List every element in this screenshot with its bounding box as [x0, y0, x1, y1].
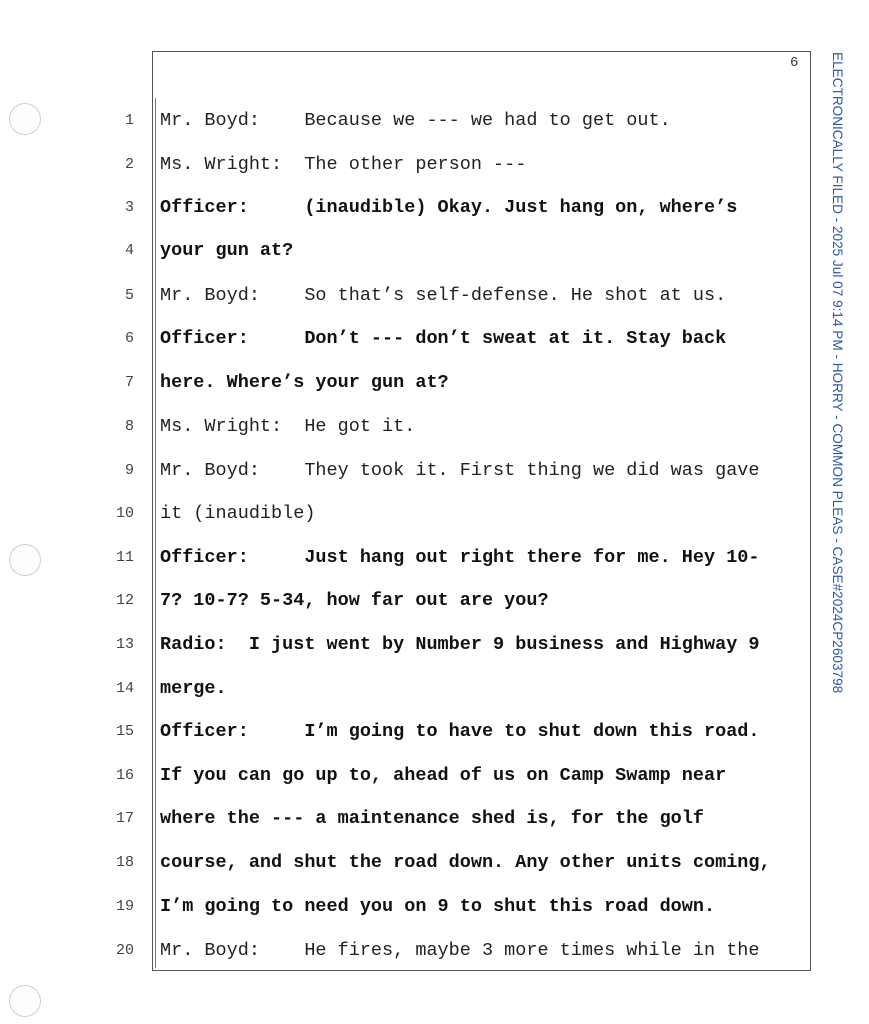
transcript-line — [0, 721, 869, 745]
transcript-line — [0, 940, 869, 964]
transcript-line — [0, 285, 869, 309]
transcript-line — [0, 416, 869, 440]
transcript-line — [0, 852, 869, 876]
line-text: Officer: I’m going to have to shut down this road. — [160, 721, 760, 742]
line-text: Officer: (inaudible) Okay. Just hang on, where’s — [160, 197, 738, 218]
line-number: 8 — [124, 418, 134, 435]
line-text: Officer: Don’t --- don’t sweat at it. Stay back — [160, 328, 727, 349]
line-number: 1 — [124, 112, 134, 129]
line-text: merge. — [160, 678, 227, 699]
line-text: your gun at? — [160, 240, 294, 261]
line-text: Mr. Boyd: So that’s self-defense. He shot at us. — [160, 285, 727, 306]
transcript-line — [0, 154, 869, 178]
transcript-line — [0, 678, 869, 702]
line-number: 16 — [115, 767, 134, 784]
line-number: 10 — [115, 505, 134, 522]
transcript-line — [0, 590, 869, 614]
line-number: 3 — [124, 199, 134, 216]
line-text: Mr. Boyd: He fires, maybe 3 more times while in the — [160, 940, 760, 961]
line-number: 18 — [115, 854, 134, 871]
line-number: 7 — [124, 374, 134, 391]
line-text: 7? 10-7? 5-34, how far out are you? — [160, 590, 549, 611]
page-number: 6 — [790, 55, 799, 71]
line-number: 5 — [124, 287, 134, 304]
line-text: Radio: I just went by Number 9 business and Highway 9 — [160, 634, 760, 655]
line-text: here. Where’s your gun at? — [160, 372, 449, 393]
line-number: 17 — [115, 810, 134, 827]
line-number: 14 — [115, 680, 134, 697]
line-number: 2 — [124, 156, 134, 173]
line-text: I’m going to need you on 9 to shut this road down. — [160, 896, 716, 917]
line-number: 4 — [124, 242, 134, 259]
line-number: 11 — [115, 549, 134, 566]
electronic-filing-stamp: ELECTRONICALLY FILED - 2025 Jul 07 9:14 PM - HORRY - COMMON PLEAS - CASE#2024CP2603798 — [830, 52, 845, 694]
line-number: 20 — [115, 942, 134, 959]
transcript-line — [0, 372, 869, 396]
line-number: 15 — [115, 723, 134, 740]
transcript-line — [0, 896, 869, 920]
line-text: Mr. Boyd: Because we --- we had to get out. — [160, 110, 671, 131]
transcript-line — [0, 765, 869, 789]
line-number: 19 — [115, 898, 134, 915]
margin-rule — [155, 98, 156, 968]
line-text: Ms. Wright: The other person --- — [160, 154, 527, 175]
binder-hole-bottom — [9, 985, 41, 1017]
transcript-line — [0, 547, 869, 571]
line-text: it (inaudible) — [160, 503, 316, 524]
line-number: 13 — [115, 636, 134, 653]
transcript-line — [0, 460, 869, 484]
transcript-line — [0, 110, 869, 134]
transcript-line — [0, 240, 869, 264]
transcript-line — [0, 808, 869, 832]
line-number: 12 — [115, 592, 134, 609]
transcript-line — [0, 634, 869, 658]
line-number: 6 — [124, 330, 134, 347]
transcript-line — [0, 197, 869, 221]
line-text: Ms. Wright: He got it. — [160, 416, 416, 437]
line-text: Officer: Just hang out right there for me. Hey 10- — [160, 547, 760, 568]
line-text: where the --- a maintenance shed is, for the golf — [160, 808, 704, 829]
transcript-line — [0, 503, 869, 527]
transcript-line — [0, 328, 869, 352]
line-text: If you can go up to, ahead of us on Camp Swamp near — [160, 765, 727, 786]
line-text: course, and shut the road down. Any other units coming, — [160, 852, 771, 873]
line-text: Mr. Boyd: They took it. First thing we did was gave — [160, 460, 760, 481]
line-number: 9 — [124, 462, 134, 479]
